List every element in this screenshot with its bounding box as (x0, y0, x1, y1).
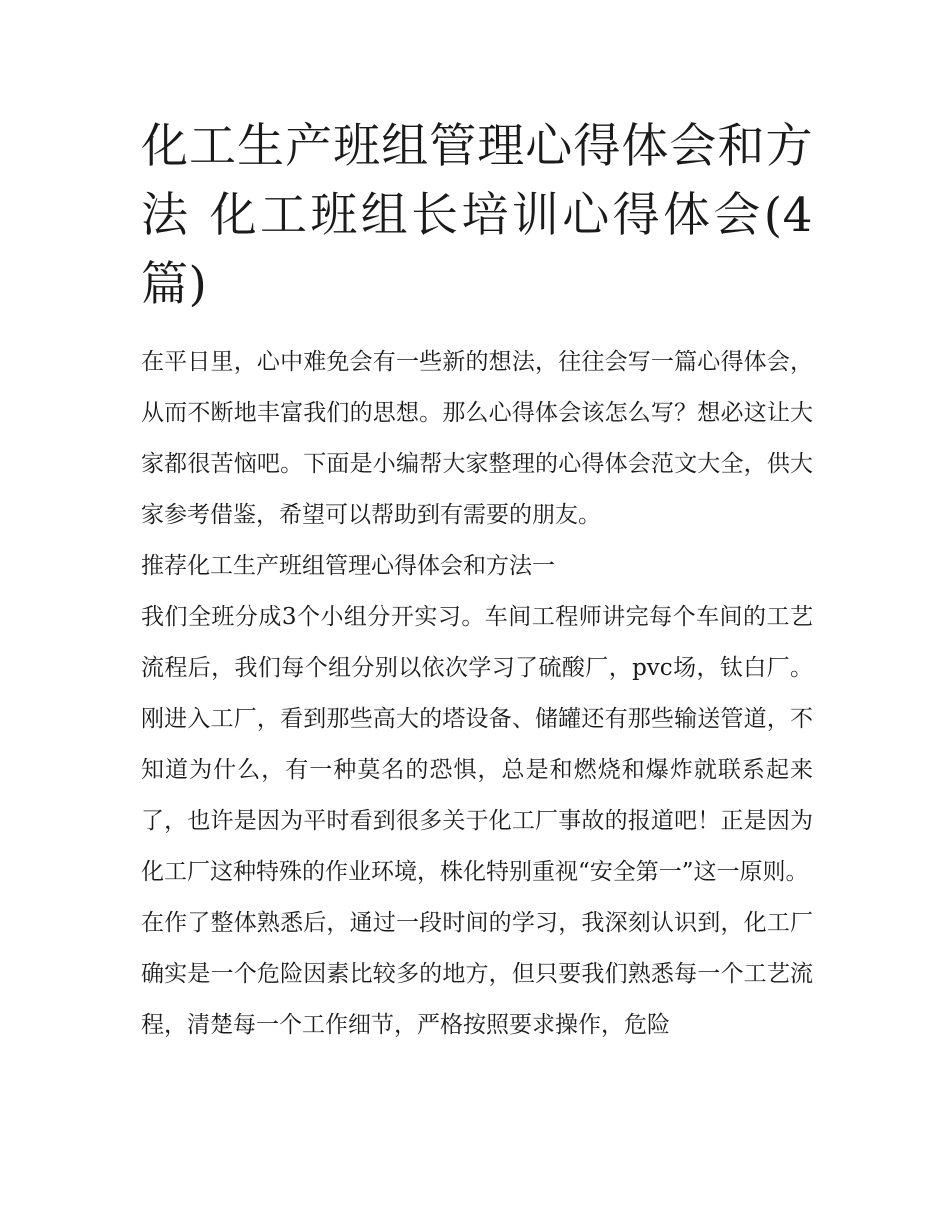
body-paragraph-1: 我们全班分成3个小组分开实习。车间工程师讲完每个车间的工艺流程后，我们每个组分别以依次学习了硫酸厂，pvc场，钛白厂。刚进入工厂，看到那些高大的塔设备、储罐还有那些输送管道，不知道为什么，有一种莫名的恐惧，总是和燃烧和爆炸就联系起来了，也许是因为平时看到很多关于化工厂事故的报道吧！正是因为化工厂这种特殊的作业环境，株化特别重视“安全第一”这一原则。 (141, 604, 813, 885)
document-title: 化工生产班组管理心得体会和方法 化工班组长培训心得体会(4篇) (141, 119, 813, 312)
body-paragraph-2: 在作了整体熟悉后，通过一段时间的学习，我深刻认识到，化工厂确实是一个危险因素比较多的地方，但只要我们熟悉每一个工艺流程，清楚每一个工作细节，严格按照要求操作，危险 (141, 910, 813, 1038)
section-heading: 推荐化工生产班组管理心得体会和方法一 (141, 553, 555, 579)
intro-paragraph: 在平日里，心中难免会有一些新的想法，往往会写一篇心得体会，从而不断地丰富我们的思想。那么心得体会该怎么写？想必这让大家都很苦恼吧。下面是小编帮大家整理的心得体会范文大全，供大家参考借鉴，希望可以帮助到有需要的朋友。 (141, 349, 813, 528)
document-body (141, 337, 813, 1051)
document-page (141, 112, 813, 1051)
